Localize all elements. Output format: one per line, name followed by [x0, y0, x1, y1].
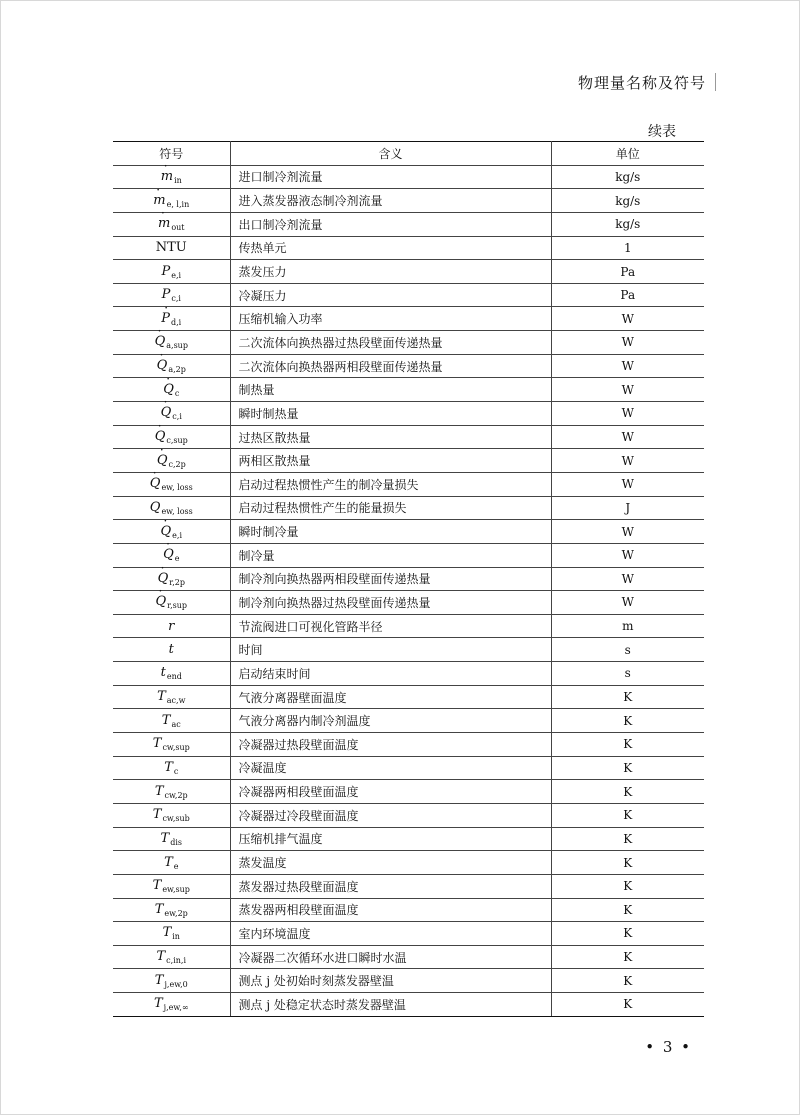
table-row	[113, 803, 704, 827]
unit-cell: Pa	[551, 260, 704, 284]
symbol-subscript: d,i	[171, 317, 182, 327]
symbol-cell	[113, 922, 230, 946]
table-row	[113, 331, 704, 355]
symbol-subscript: c,2p	[168, 459, 186, 469]
symbol-subscript: e,i	[171, 270, 182, 280]
unit-cell: kg/s	[551, 212, 704, 236]
table-row	[113, 543, 704, 567]
symbol-cell	[113, 638, 230, 662]
meaning-cell: 节流阀进口可视化管路半径	[230, 614, 551, 638]
symbol	[168, 619, 174, 634]
symbol-main: Q	[163, 381, 174, 397]
symbol-subscript: in	[174, 175, 182, 185]
symbol-subscript: cw,2p	[164, 790, 188, 800]
symbol-main: T	[152, 878, 162, 894]
symbol-cell	[113, 300, 230, 331]
table-row	[113, 898, 704, 922]
table-row	[113, 733, 704, 757]
table-row	[113, 780, 704, 804]
meaning-cell: 启动过程热惯性产生的制冷量损失	[230, 472, 551, 496]
symbol-main: Q	[156, 452, 168, 468]
symbol-subscript: j,ew,0	[164, 979, 188, 989]
rate-dot-icon: ·	[156, 182, 161, 197]
meaning-cell: 蒸发器两相段壁面温度	[230, 898, 551, 922]
unit-cell: K	[551, 922, 704, 946]
unit-cell: s	[551, 662, 704, 686]
symbol-subscript: e,i	[172, 530, 183, 540]
meaning-cell: 进口制冷剂流量	[230, 165, 551, 189]
table-row	[113, 591, 704, 615]
unit-cell: W	[551, 354, 704, 378]
symbol-subscript: ew,2p	[164, 908, 188, 918]
symbol-main: t	[160, 665, 166, 681]
symbol-subscript: e	[173, 861, 179, 871]
rate-dot-icon: ·	[163, 158, 168, 173]
symbol-main: Q	[163, 547, 174, 563]
symbol-main: NTU	[155, 240, 187, 256]
meaning-cell: 传热单元	[230, 236, 551, 260]
table-body	[113, 158, 704, 1016]
symbol-main: m	[158, 216, 171, 232]
rate-dot-icon: ·	[161, 206, 165, 221]
unit-cell: K	[551, 780, 704, 804]
table-row	[113, 638, 704, 662]
symbol-cell	[113, 537, 230, 567]
unit-cell: K	[551, 803, 704, 827]
symbol-cell	[113, 442, 230, 473]
table-row	[113, 378, 704, 402]
table-row	[113, 685, 704, 709]
symbol	[153, 182, 190, 209]
symbol	[158, 206, 185, 233]
table-row	[113, 236, 704, 260]
symbol-main: T	[154, 783, 164, 799]
column-header-unit: 单位	[551, 142, 704, 166]
symbol-main: P	[161, 263, 171, 279]
table-row	[113, 567, 704, 591]
meaning-cell: 蒸发器过热段壁面温度	[230, 874, 551, 898]
unit-cell: W	[551, 331, 704, 355]
symbol	[149, 466, 193, 493]
rate-dot-icon: ·	[166, 371, 171, 386]
unit-cell: K	[551, 874, 704, 898]
meaning-cell: 二次流体向换热器两相段壁面传递热量	[230, 354, 551, 378]
rate-dot-icon: ·	[159, 442, 164, 457]
symbol-cell	[113, 685, 230, 709]
header-divider	[715, 73, 716, 91]
unit-cell: W	[551, 402, 704, 426]
running-header	[578, 72, 706, 93]
table-row	[113, 662, 704, 686]
unit-cell: kg/s	[551, 165, 704, 189]
symbol-subscript: out	[171, 223, 185, 233]
symbol-subscript: ew,sup	[162, 885, 190, 895]
symbol-main: Q	[156, 358, 168, 374]
meaning-cell: 启动结束时间	[230, 662, 551, 686]
symbol-subscript: cw,sup	[162, 743, 190, 753]
meaning-cell: 瞬时制热量	[230, 402, 551, 426]
symbol	[161, 665, 182, 681]
symbol-main: Q	[154, 429, 166, 444]
meaning-cell: 制冷剂向换热器两相段壁面传递热量	[230, 567, 551, 591]
symbol-cell	[113, 756, 230, 780]
symbol-main: T	[160, 830, 170, 846]
symbol-subscript: c	[173, 766, 179, 776]
table-continued-label: 续表	[648, 124, 676, 140]
symbol-cell	[113, 371, 230, 402]
symbol-main: Q	[154, 334, 166, 350]
rate-dot-icon: ·	[160, 560, 165, 575]
table-row	[113, 212, 704, 236]
unit-cell: K	[551, 945, 704, 969]
symbol	[155, 584, 188, 611]
symbol-cell	[113, 496, 230, 520]
symbol-subscript: dis	[170, 837, 182, 847]
symbol-subscript: j,ew,∞	[163, 1003, 189, 1013]
unit-cell: J	[551, 496, 704, 520]
column-header-meaning: 含义	[230, 142, 551, 166]
meaning-cell: 压缩机排气温度	[230, 827, 551, 851]
table-row	[113, 874, 704, 898]
table-row	[113, 993, 704, 1017]
table-row	[113, 520, 704, 544]
symbol	[156, 348, 186, 375]
symbol-cell	[113, 969, 230, 993]
symbol-main: r	[168, 618, 175, 634]
unit-cell: K	[551, 851, 704, 875]
symbol-cell	[113, 419, 230, 449]
symbol	[155, 784, 188, 800]
symbol	[157, 689, 185, 705]
table-row	[113, 402, 704, 426]
symbol-subscript: c,sup	[166, 436, 188, 445]
meaning-cell: 气液分离器壁面温度	[230, 685, 551, 709]
symbol-main: T	[164, 854, 173, 870]
symbol-main: T	[164, 759, 173, 775]
meaning-cell: 冷凝器两相段壁面温度	[230, 780, 551, 804]
symbol-subscript: ac	[171, 719, 181, 729]
symbol-cell	[113, 560, 230, 591]
symbol-main: T	[154, 972, 164, 988]
table-row	[113, 614, 704, 638]
unit-cell: W	[551, 378, 704, 402]
meaning-cell: 蒸发温度	[230, 851, 551, 875]
meaning-cell: 制热量	[230, 378, 551, 402]
symbol-subscript: c,i	[172, 412, 182, 422]
table-row	[113, 945, 704, 969]
table-row	[113, 756, 704, 780]
meaning-cell: 瞬时制冷量	[230, 520, 551, 544]
symbol-subscript: r,sup	[167, 601, 188, 611]
symbol-subscript: a,2p	[168, 365, 186, 375]
table-row	[113, 922, 704, 946]
symbol-main: T	[156, 949, 166, 965]
table-header-row	[113, 142, 704, 166]
table-row	[113, 425, 704, 449]
symbol-main: t	[168, 642, 174, 658]
symbol-main: Q	[157, 570, 169, 586]
symbol	[154, 996, 189, 1012]
symbol-main: T	[157, 689, 166, 705]
table-row	[113, 969, 704, 993]
meaning-cell: 制冷剂向换热器过热段壁面传递热量	[230, 591, 551, 615]
unit-cell: W	[551, 543, 704, 567]
symbol-cell	[113, 283, 230, 307]
symbol-subscript: end	[166, 672, 182, 682]
meaning-cell: 蒸发压力	[230, 260, 551, 284]
symbol-subscript: ew, loss	[161, 506, 193, 516]
rate-dot-icon: ·	[166, 537, 170, 552]
table-row	[113, 851, 704, 875]
symbol-cell	[113, 827, 230, 851]
symbol-main: T	[152, 807, 162, 823]
symbol-cell	[113, 803, 230, 827]
symbol	[153, 807, 190, 823]
symbol	[156, 240, 187, 255]
symbol-subscript: e	[174, 554, 180, 564]
unit-cell: W	[551, 425, 704, 449]
unit-cell: m	[551, 614, 704, 638]
symbol-cell	[113, 584, 230, 615]
running-header-title: 物理量名称及符号	[577, 74, 706, 92]
symbol-cell	[113, 206, 230, 236]
unit-cell: Pa	[551, 283, 704, 307]
unit-cell: W	[551, 520, 704, 544]
symbol-cell	[113, 614, 230, 638]
symbol	[160, 158, 182, 185]
symbol-main: Q	[149, 476, 161, 492]
symbol	[163, 925, 180, 941]
symbol-main: Q	[155, 594, 167, 610]
meaning-cell: 冷凝器过热段壁面温度	[230, 733, 551, 757]
table-row	[113, 283, 704, 307]
symbol	[161, 300, 182, 327]
meaning-cell: 冷凝器二次循环水进口瞬时水温	[230, 945, 551, 969]
symbol-main: T	[161, 712, 171, 728]
unit-cell: K	[551, 993, 704, 1017]
column-header-symbol: 符号	[113, 142, 230, 166]
meaning-cell: 室内环境温度	[230, 922, 551, 946]
symbol-main: P	[161, 287, 171, 303]
table-row	[113, 449, 704, 473]
meaning-cell: 制冷量	[230, 543, 551, 567]
symbol	[163, 537, 180, 564]
symbol-main: T	[153, 996, 163, 1012]
rate-dot-icon: ·	[164, 300, 169, 315]
table-row	[113, 472, 704, 496]
symbol-cell	[113, 513, 230, 544]
symbol	[161, 831, 182, 847]
unit-cell: W	[551, 307, 704, 331]
symbol	[169, 642, 174, 657]
meaning-cell: 冷凝器过冷段壁面温度	[230, 803, 551, 827]
table-row	[113, 307, 704, 331]
symbol-cell	[113, 993, 230, 1017]
meaning-cell: 气液分离器内制冷剂温度	[230, 709, 551, 733]
table-row	[113, 260, 704, 284]
symbol	[161, 264, 181, 280]
symbol-cell	[113, 260, 230, 284]
meaning-cell: 出口制冷剂流量	[230, 212, 551, 236]
unit-cell: K	[551, 685, 704, 709]
symbol-main: Q	[160, 523, 172, 539]
symbol-main: Q	[149, 499, 161, 515]
meaning-cell: 启动过程热惯性产生的能量损失	[230, 496, 551, 520]
symbol-cell	[113, 324, 230, 355]
symbol-subscript: e, l,in	[166, 199, 190, 209]
symbol	[153, 736, 190, 752]
table-row	[113, 354, 704, 378]
meaning-cell: 测点 j 处稳定状态时蒸发器壁温	[230, 993, 551, 1017]
rate-dot-icon: ·	[157, 324, 162, 339]
symbol-cell	[113, 348, 230, 378]
symbol-main: m	[153, 192, 166, 208]
unit-cell: K	[551, 733, 704, 757]
symbol	[157, 949, 187, 965]
symbol-subscript: a,sup	[166, 341, 188, 351]
unit-cell: W	[551, 591, 704, 615]
table-row	[113, 827, 704, 851]
symbol-subscript: ac,w	[166, 696, 186, 706]
symbol-cell	[113, 466, 230, 496]
symbol-table	[113, 141, 704, 1017]
symbol-subscript: cw,sub	[162, 814, 190, 824]
rate-dot-icon: ·	[163, 395, 168, 410]
symbol-cell	[113, 733, 230, 757]
table-row	[113, 165, 704, 189]
meaning-cell: 时间	[230, 638, 551, 662]
table-row	[113, 189, 704, 213]
symbol-cell	[113, 780, 230, 804]
symbol-cell	[113, 182, 230, 213]
meaning-cell: 进入蒸发器液态制冷剂流量	[230, 189, 551, 213]
unit-cell: K	[551, 756, 704, 780]
symbol-cell	[113, 236, 230, 260]
symbol-main: T	[162, 925, 172, 941]
symbol-main: T	[154, 901, 164, 917]
symbol	[156, 442, 186, 469]
symbol	[150, 500, 193, 516]
rate-dot-icon: ·	[158, 584, 163, 599]
symbol-main: Q	[160, 405, 172, 421]
unit-cell: W	[551, 449, 704, 473]
unit-cell: W	[551, 472, 704, 496]
symbol	[164, 760, 178, 776]
meaning-cell: 两相区散热量	[230, 449, 551, 473]
meaning-cell: 二次流体向换热器过热段壁面传递热量	[230, 331, 551, 355]
symbol-subscript: c,i	[171, 294, 181, 304]
symbol	[155, 973, 188, 989]
rate-dot-icon: ·	[159, 348, 164, 363]
meaning-cell: 压缩机输入功率	[230, 307, 551, 331]
symbol-subscript: r,2p	[169, 577, 185, 587]
symbol-subscript: in	[172, 932, 180, 942]
symbol-subscript: c	[174, 388, 180, 398]
symbol-subscript: c,in,i	[166, 956, 187, 966]
unit-cell: kg/s	[551, 189, 704, 213]
symbol-cell	[113, 898, 230, 922]
meaning-cell: 冷凝温度	[230, 756, 551, 780]
symbol	[153, 878, 190, 894]
symbol	[155, 902, 188, 918]
unit-cell: K	[551, 969, 704, 993]
symbol	[162, 713, 181, 729]
symbol	[160, 513, 183, 540]
symbol	[160, 395, 182, 422]
page-number: • 3 •	[645, 1038, 692, 1056]
symbol-main: m	[160, 168, 174, 184]
symbol-cell	[113, 851, 230, 875]
symbol-cell	[113, 874, 230, 898]
unit-cell: K	[551, 827, 704, 851]
table-row	[113, 496, 704, 520]
meaning-cell: 测点 j 处初始时刻蒸发器壁温	[230, 969, 551, 993]
symbol-cell	[113, 662, 230, 686]
meaning-cell: 冷凝压力	[230, 283, 551, 307]
symbol-main: P	[161, 310, 171, 326]
unit-cell: s	[551, 638, 704, 662]
rate-dot-icon: ·	[157, 419, 162, 433]
unit-cell: W	[551, 567, 704, 591]
rate-dot-icon: ·	[163, 513, 168, 528]
symbol-cell	[113, 395, 230, 426]
symbol-cell	[113, 158, 230, 189]
symbol-subscript: ew, loss	[161, 483, 193, 493]
symbol-cell	[113, 945, 230, 969]
symbol	[164, 855, 178, 871]
unit-cell: 1	[551, 236, 704, 260]
unit-cell: K	[551, 898, 704, 922]
symbol-cell	[113, 709, 230, 733]
meaning-cell: 过热区散热量	[230, 425, 551, 449]
rate-dot-icon: ·	[152, 466, 157, 481]
table-row	[113, 709, 704, 733]
unit-cell: K	[551, 709, 704, 733]
symbol-main: T	[152, 736, 162, 752]
